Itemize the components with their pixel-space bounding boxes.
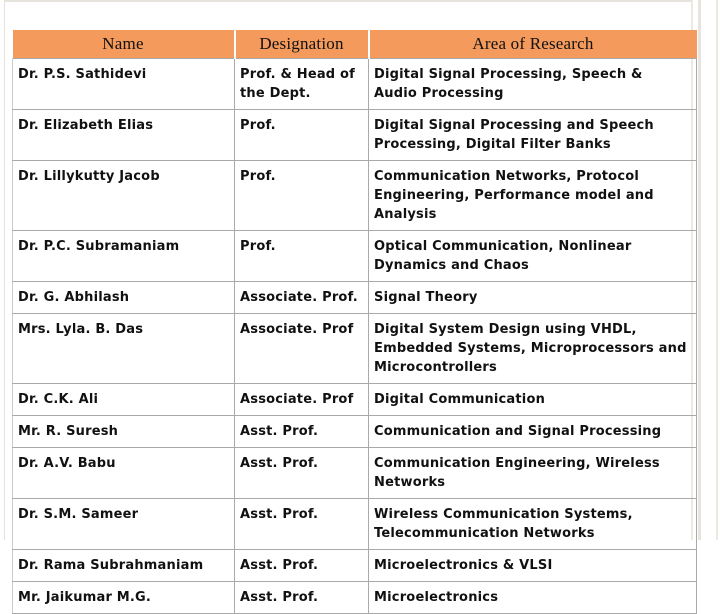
table-row [13, 231, 697, 282]
cell-name: Mr. R. Suresh [13, 416, 235, 448]
cell-designation: Prof. [235, 231, 369, 282]
table-row [13, 161, 697, 231]
cell-area-of-research: Digital System Design using VHDL, Embedded Systems, Microprocessors and Microcontrollers [369, 314, 697, 384]
cell-designation: Prof. [235, 161, 369, 231]
table-header [13, 30, 697, 59]
slide-frame-top [4, 0, 692, 2]
slide-frame-left [4, 0, 5, 540]
cell-name: Dr. Elizabeth Elias [13, 110, 235, 161]
table-row [13, 448, 697, 499]
cell-name: Mr. Jaikumar M.G. [13, 582, 235, 614]
table-row [13, 384, 697, 416]
cell-name: Dr. P.S. Sathidevi [13, 59, 235, 110]
cell-designation: Prof. [235, 110, 369, 161]
table-row [13, 59, 697, 110]
header-row [13, 30, 697, 59]
cell-area-of-research: Wireless Communication Systems, Telecommunication Networks [369, 499, 697, 550]
column-header-designation: Designation [235, 30, 369, 59]
column-header-area-of-research: Area of Research [369, 30, 697, 59]
cell-name: Dr. Lillykutty Jacob [13, 161, 235, 231]
table-row [13, 282, 697, 314]
cell-area-of-research: Microelectronics [369, 582, 697, 614]
table-row [13, 582, 697, 614]
cell-designation: Asst. Prof. [235, 582, 369, 614]
cell-area-of-research: Microelectronics & VLSI [369, 550, 697, 582]
cell-designation: Asst. Prof. [235, 448, 369, 499]
table-row [13, 314, 697, 384]
cell-area-of-research: Signal Theory [369, 282, 697, 314]
cell-area-of-research: Digital Communication [369, 384, 697, 416]
cell-name: Dr. A.V. Babu [13, 448, 235, 499]
cell-name: Dr. P.C. Subramaniam [13, 231, 235, 282]
cell-designation: Asst. Prof. [235, 499, 369, 550]
cell-designation: Associate. Prof [235, 314, 369, 384]
cell-designation: Associate. Prof [235, 384, 369, 416]
slide-frame-right [698, 0, 701, 540]
table-row [13, 550, 697, 582]
cell-area-of-research: Communication Engineering, Wireless Networks [369, 448, 697, 499]
table-row [13, 499, 697, 550]
table-body [13, 59, 697, 614]
cell-name: Dr. C.K. Ali [13, 384, 235, 416]
cell-name: Dr. S.M. Sameer [13, 499, 235, 550]
cell-area-of-research: Communication Networks, Protocol Engineering, Performance model and Analysis [369, 161, 697, 231]
cell-designation: Prof. & Head of the Dept. [235, 59, 369, 110]
cell-area-of-research: Digital Signal Processing, Speech & Audio Processing [369, 59, 697, 110]
cell-designation: Asst. Prof. [235, 550, 369, 582]
cell-designation: Associate. Prof. [235, 282, 369, 314]
column-header-name: Name [13, 30, 235, 59]
table-row [13, 110, 697, 161]
cell-name: Dr. Rama Subrahmaniam [13, 550, 235, 582]
slide-frame-right [716, 0, 718, 540]
cell-area-of-research: Optical Communication, Nonlinear Dynamics and Chaos [369, 231, 697, 282]
table-row [13, 416, 697, 448]
faculty-table [12, 30, 697, 614]
cell-name: Dr. G. Abhilash [13, 282, 235, 314]
cell-area-of-research: Communication and Signal Processing [369, 416, 697, 448]
cell-name: Mrs. Lyla. B. Das [13, 314, 235, 384]
cell-designation: Asst. Prof. [235, 416, 369, 448]
cell-area-of-research: Digital Signal Processing and Speech Processing, Digital Filter Banks [369, 110, 697, 161]
